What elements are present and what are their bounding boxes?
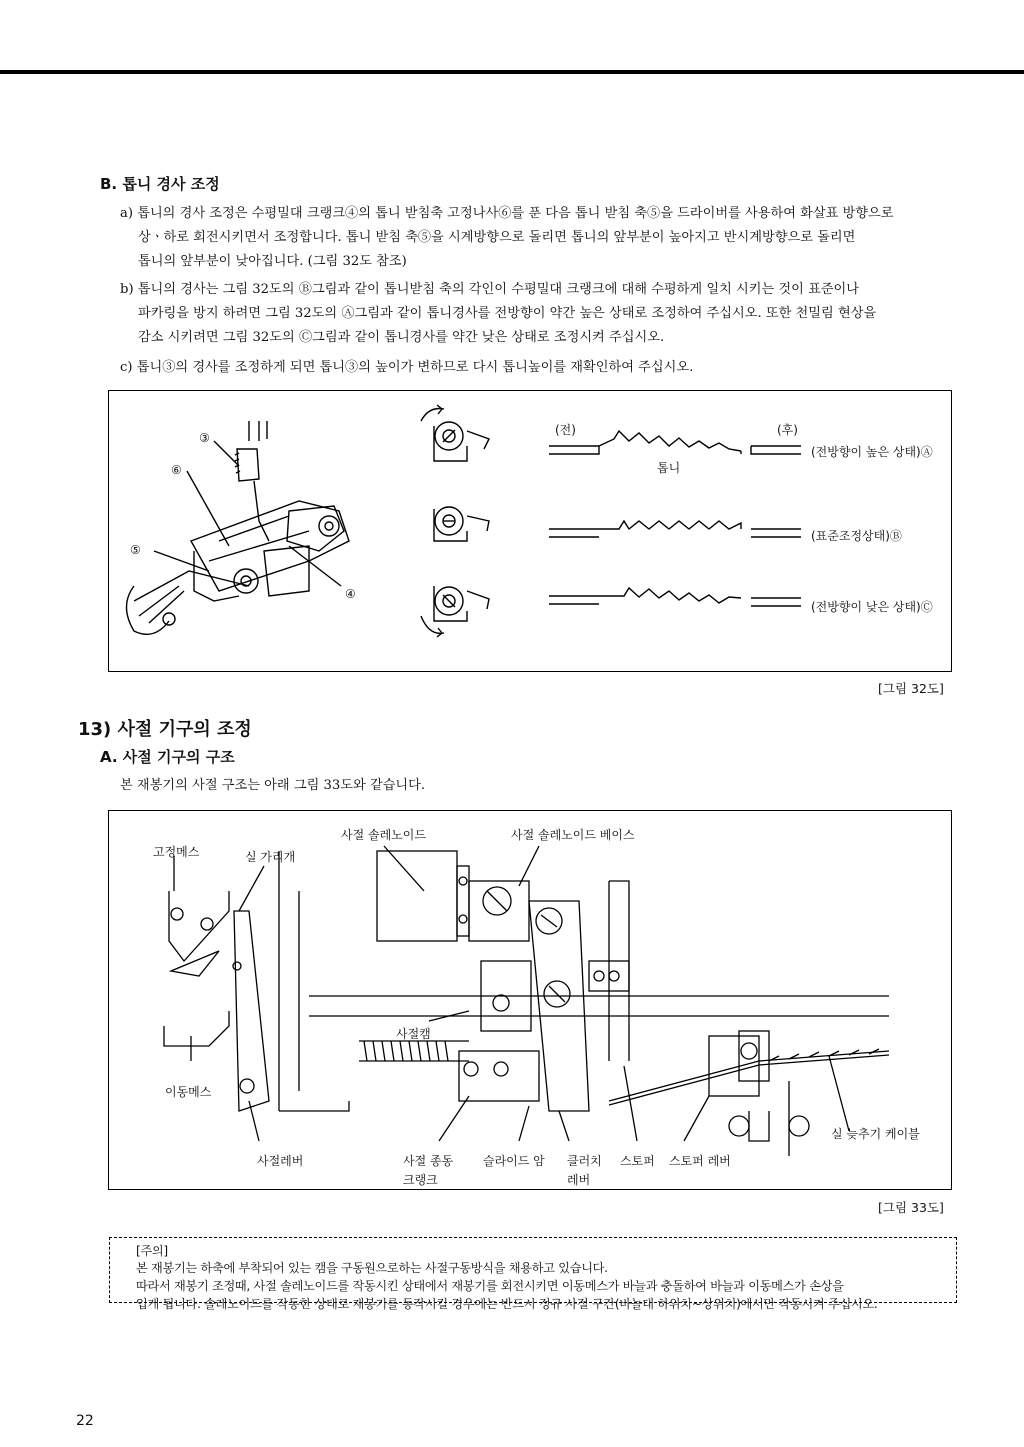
caution-line: 입게 됩니다. 솔레노이드를 작동한 상태로 재봉기를 동작시킬 경우에는 반드시 정규 사절 구간(바늘대 하위치~상위치)에서만 작동시켜 주십시오. [136,1297,878,1311]
shaft-end-view-a [421,405,489,461]
feed-dog-teeth-b [549,521,801,537]
callout-6: ⑥ [171,463,182,477]
paragraph-b-line: b) 톱니의 경사는 그림 32도의 Ⓑ그림과 같이 톱니받침 축의 각인이 수평밀대 크랭크에 대해 수평하게 일치 시키는 것이 표준이나 [120,282,860,297]
paragraph-b-line: 파카링을 방지 하려면 그림 32도의 Ⓐ그림과 같이 톱니경사를 전방향이 약간 높은 상태로 조정하여 주십시오. 또한 천밀림 현상을 [138,306,877,321]
label-stopper-lever: 스토퍼 레버 [669,1154,731,1168]
caution-line: 따라서 재봉기 조정때, 사절 솔레노이드를 작동시킨 상태에서 재봉기를 회전시키면 이동메스가 바늘과 충돌하여 바늘과 이동메스가 손상을 [136,1279,844,1293]
shaft-end-view-c [421,586,489,637]
paragraph-a-line: 톱니의 앞부분이 낮아집니다. (그림 32도 참조) [138,254,407,269]
feed-dog-teeth-c [549,588,801,606]
feed-dog-label: 톱니 [657,461,681,475]
figure-32 [108,390,952,672]
paragraph-a [120,202,894,274]
label-fixed-knife: 고정메스 [153,845,200,859]
top-rule [0,70,1024,74]
shaft-end-view-b [434,507,489,541]
label-trimmer-lever: 사절레버 [257,1154,304,1168]
paragraph-c: c) 톱니③의 경사를 조정하게 되면 톱니③의 높이가 변하므로 다시 톱니높이를 재확인하여 주십시오. [120,360,694,375]
label-clutch-lever-1: 클러치 [567,1154,602,1168]
feed-mechanism-illustration [127,421,350,634]
label-slide-arm: 슬라이드 암 [483,1154,545,1168]
paragraph-a-line: 상ㆍ하로 회전시키면서 조정합니다. 톱니 받침 축⑤을 시계방향으로 돌리면 톱니의 앞부분이 높아지고 반시계방향으로 돌리면 [138,230,856,245]
page-number: 22 [76,1413,94,1429]
feed-dog-teeth-a [549,431,801,454]
figure-33-drawing [109,811,951,1189]
figure-32-caption: [그림 32도] [878,681,944,696]
paragraph-b-line: 감소 시키려면 그림 32도의 Ⓒ그림과 같이 톱니경사를 약간 낮은 상태로 조정시켜 주십시오. [138,330,665,345]
paragraph-b [120,278,876,350]
label-driven-crank-1: 사절 종동 [403,1154,454,1168]
callout-5: ⑤ [130,543,141,557]
section-13a-heading: A. 사절 기구의 구조 [100,748,235,766]
callout-3: ③ [199,431,210,445]
caution-title: [주의] [136,1244,168,1258]
label-cam: 사절캠 [396,1027,431,1041]
front-label: (전) [555,423,576,437]
state-b-label: (표준조정상태)Ⓑ [811,529,902,543]
label-driven-crank-2: 크랭크 [403,1173,438,1187]
label-stopper: 스토퍼 [620,1154,655,1168]
figure-33 [108,810,952,1190]
label-moving-knife: 이동메스 [165,1085,212,1099]
section-13-intro: 본 재봉기의 사절 구조는 아래 그림 33도와 같습니다. [120,778,426,793]
label-clutch-lever-2: 레버 [567,1173,591,1187]
label-release-cable: 실 늦추기 케이블 [831,1127,920,1141]
paragraph-a-line: a) 톱니의 경사 조정은 수평밀대 크랭크④의 톱니 받침축 고정나사⑥를 푼 다음 톱니 받침 축⑤을 드라이버를 사용하여 화살표 방향으로 [120,206,894,221]
rear-label: (후) [777,423,798,437]
section-b-heading: B. 톱니 경사 조정 [100,175,220,193]
state-c-label: (전방향이 낮은 상태)Ⓒ [811,600,933,614]
callout-4: ④ [345,587,356,601]
label-solenoid-base: 사절 솔레노이드 베이스 [511,828,635,842]
label-thread-separator: 실 가리개 [245,850,296,864]
caution-line: 본 재봉기는 하축에 부착되어 있는 캠을 구동원으로하는 사절구동방식을 채용하고 있습니다. [136,1261,608,1275]
caution-note [109,1237,957,1311]
state-a-label: (전방향이 높은 상태)Ⓐ [811,445,933,459]
figure-33-caption: [그림 33도] [878,1200,944,1215]
label-solenoid: 사절 솔레노이드 [341,828,426,842]
section-13-heading: 13) 사절 기구의 조정 [78,719,252,740]
thread-trimmer-mechanism-illustration [164,846,889,1156]
